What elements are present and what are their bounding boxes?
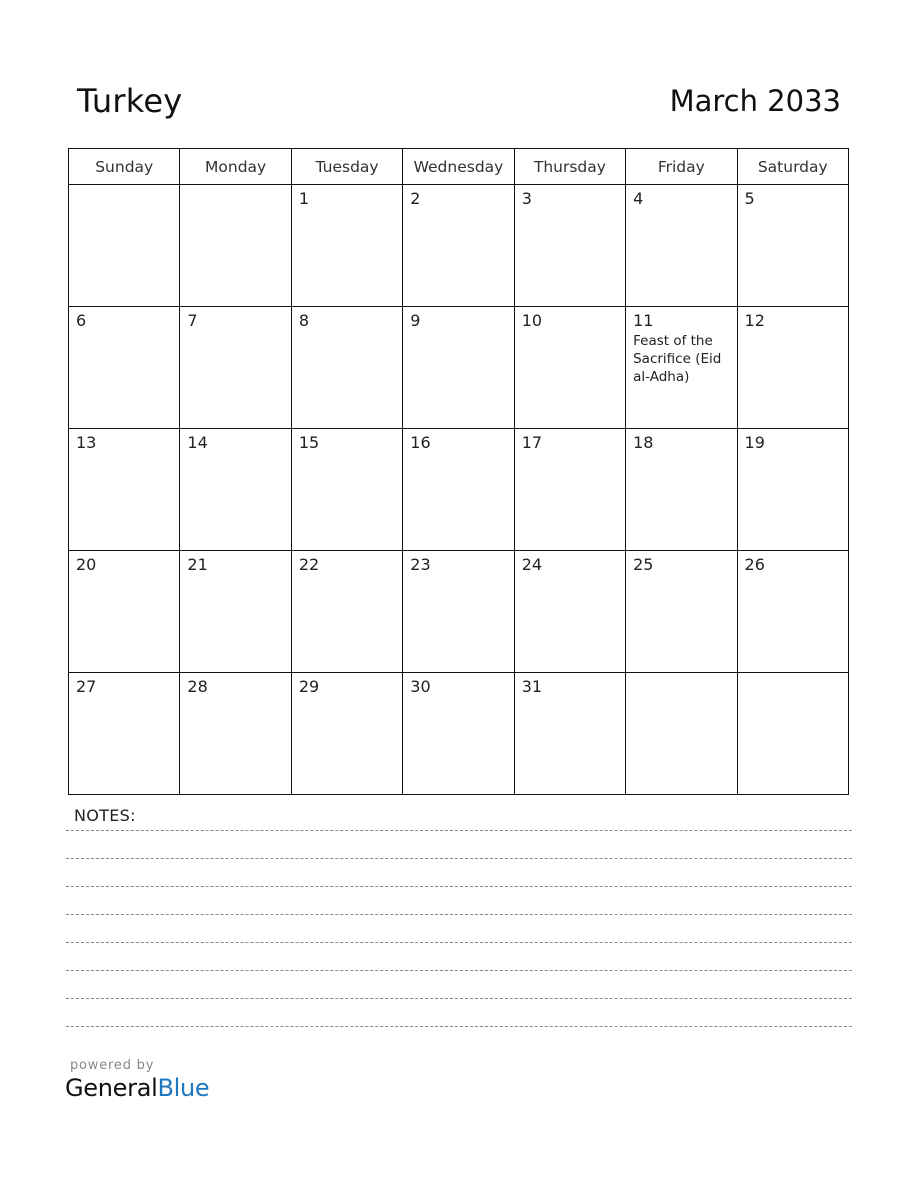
day-cell (403, 673, 514, 795)
day-number: 1 (298, 189, 310, 208)
note-line (66, 830, 852, 831)
generalblue-logo (65, 1074, 209, 1102)
weekday-wednesday: Wednesday (403, 149, 514, 185)
weekday-saturday: Saturday (737, 149, 848, 185)
empty-day-cell (626, 673, 737, 795)
day-number: 15 (298, 433, 320, 452)
week-row (69, 307, 849, 429)
day-cell (403, 307, 514, 429)
day-number: 17 (521, 433, 543, 452)
day-cell (291, 551, 402, 673)
day-number: 25 (633, 555, 654, 574)
day-cell (69, 429, 180, 551)
day-number: 24 (521, 555, 543, 574)
note-line (66, 942, 852, 943)
day-number: 30 (410, 677, 431, 696)
day-number: 3 (521, 189, 532, 208)
day-cell (737, 185, 848, 307)
day-cell (626, 551, 737, 673)
day-cell (514, 185, 625, 307)
day-cell (403, 551, 514, 673)
weekday-thursday: Thursday (514, 149, 625, 185)
holiday-event: Feast of the Sacrifice (Eid al-Adha) (633, 333, 722, 385)
day-number: 28 (187, 677, 208, 696)
weekday-header-row (69, 149, 849, 185)
day-cell (291, 307, 402, 429)
note-line (66, 1026, 852, 1027)
day-cell (403, 429, 514, 551)
day-number: 12 (744, 311, 765, 330)
weekday-sunday: Sunday (69, 149, 180, 185)
day-number: 6 (76, 311, 87, 330)
day-cell (69, 307, 180, 429)
note-line (66, 858, 852, 859)
empty-day-cell (180, 185, 291, 307)
day-number: 19 (744, 433, 765, 452)
day-number: 10 (521, 311, 543, 330)
day-number: 16 (410, 433, 431, 452)
day-number: 8 (298, 311, 310, 330)
day-number: 31 (521, 677, 543, 696)
empty-day-cell (69, 185, 180, 307)
weekday-tuesday: Tuesday (291, 149, 402, 185)
note-line (66, 970, 852, 971)
day-cell (291, 673, 402, 795)
day-cell (514, 429, 625, 551)
day-cell (514, 673, 625, 795)
day-cell (291, 429, 402, 551)
day-number: 22 (298, 555, 320, 574)
note-line (66, 914, 852, 915)
day-cell (514, 307, 625, 429)
week-row (69, 551, 849, 673)
brand-blue: Blue (157, 1074, 210, 1102)
day-number: 29 (298, 677, 320, 696)
country-title: Turkey (77, 82, 183, 120)
day-number: 20 (76, 555, 97, 574)
powered-by-text: powered by (70, 1058, 155, 1073)
day-number: 7 (187, 311, 198, 330)
day-cell (180, 551, 291, 673)
day-cell (69, 673, 180, 795)
day-cell (737, 429, 848, 551)
day-number: 13 (76, 433, 97, 452)
day-cell (737, 307, 848, 429)
day-number: 21 (187, 555, 208, 574)
day-number: 14 (187, 433, 208, 452)
day-cell (514, 551, 625, 673)
day-number: 27 (76, 677, 97, 696)
day-cell (403, 185, 514, 307)
day-cell (180, 307, 291, 429)
day-number: 9 (410, 311, 421, 330)
day-cell (180, 673, 291, 795)
day-number: 5 (744, 189, 755, 208)
day-cell (626, 185, 737, 307)
day-number: 11 (633, 311, 654, 330)
empty-day-cell (737, 673, 848, 795)
day-cell (737, 551, 848, 673)
day-number: 18 (633, 433, 654, 452)
calendar-grid (68, 148, 849, 795)
brand-general: General (65, 1074, 158, 1102)
day-cell (180, 429, 291, 551)
week-row (69, 185, 849, 307)
week-row (69, 429, 849, 551)
note-line (66, 998, 852, 999)
day-cell (626, 307, 737, 429)
weekday-friday: Friday (626, 149, 737, 185)
day-cell (291, 185, 402, 307)
note-line (66, 886, 852, 887)
weekday-monday: Monday (180, 149, 291, 185)
notes-label: NOTES: (74, 806, 136, 825)
day-cell (69, 551, 180, 673)
day-number: 23 (410, 555, 431, 574)
week-row (69, 673, 849, 795)
month-year-title: March 2033 (669, 84, 841, 118)
day-number: 26 (744, 555, 765, 574)
day-cell (626, 429, 737, 551)
day-number: 2 (410, 189, 421, 208)
day-number: 4 (633, 189, 644, 208)
